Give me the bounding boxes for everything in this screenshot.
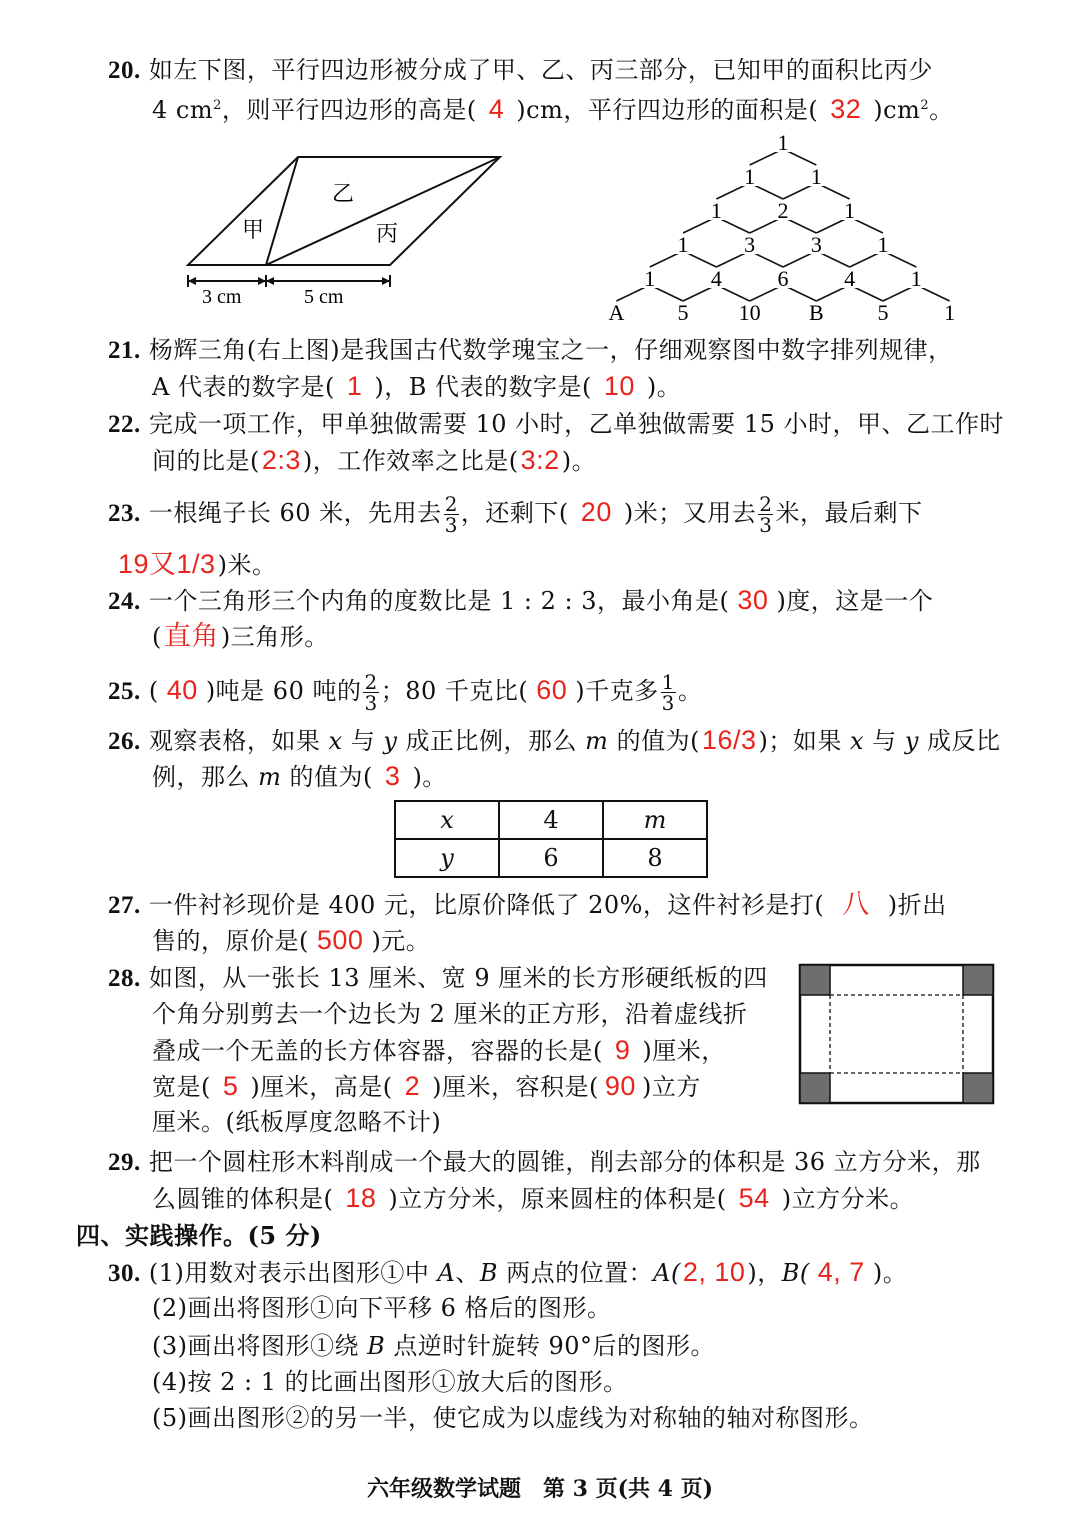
q22-line1: 22. 完成一项工作，甲单独做需要 10 小时，乙单独做需要 15 小时，甲、乙工作时 — [108, 410, 1004, 438]
q21-line1: 21. 杨辉三角(右上图)是我国古代数学瑰宝之一，仔细观察图中数字排列规律， — [108, 336, 953, 364]
triangle-number: A — [608, 300, 625, 325]
q23-line1: 23. 一根绳子长 60 米，先用去 $\frac{2}{3}$ ，还剩下( 20 )米；又用去 $\frac{2}{3}$ 米，最后剩下 — [108, 492, 923, 537]
answer-area: 32 — [830, 94, 862, 124]
answer-price: 500 — [316, 925, 364, 955]
triangle-number: 1 — [844, 198, 856, 223]
q21-line2: A 代表的数字是( 1 )，B 代表的数字是( 10 )。 — [152, 371, 682, 401]
label-yi: 乙 — [332, 181, 355, 206]
triangle-number: 1 — [644, 266, 656, 291]
answer-width: 5 — [222, 1071, 239, 1101]
q28-line2: 个角分别剪去一个边长为 2 厘米的正方形，沿着虚线折 — [152, 1000, 748, 1028]
answer-time-ratio: 2:3 — [261, 445, 301, 475]
section-title: 四、实践操作。(5 分) — [76, 1221, 322, 1250]
answer-point-b: 4, 7 — [817, 1257, 865, 1287]
answer-tons: 40 — [166, 675, 198, 705]
answer-point-a: 2, 10 — [682, 1257, 746, 1287]
q27-line1: 27. 一件衬衫现价是 400 元，比原价降低了 20%，这件衬衫是打( 八 )折出 — [108, 889, 947, 919]
dim-right: 5 cm — [304, 286, 344, 308]
q27-line2: 售的，原价是( 500 )元。 — [152, 925, 431, 955]
q30-part3: (3)画出将图形①绕 B 点逆时针旋转 90°后的图形。 — [152, 1332, 716, 1360]
answer-cylinder: 54 — [738, 1183, 770, 1213]
fraction: $\frac{2}{3}$ — [759, 492, 773, 537]
answer-length: 9 — [614, 1035, 631, 1065]
cardboard-figure — [798, 963, 998, 1108]
triangle-number: 2 — [777, 198, 789, 223]
page-footer: 六年级数学试题 第 3 页(共 4 页) — [366, 1476, 714, 1502]
triangle-number: 1 — [744, 164, 756, 189]
q28-line5: 厘米。(纸板厚度忽略不计) — [152, 1108, 442, 1136]
parallelogram-figure — [170, 145, 520, 315]
table-row: y 6 8 — [395, 839, 707, 877]
q24-line1: 24. 一个三角形三个内角的度数比是 1 : 2 : 3，最小角是( 30 )度，这是一个 — [108, 585, 934, 615]
fraction: $\frac{1}{3}$ — [661, 670, 675, 715]
answer-left: 20 — [580, 497, 612, 527]
q23-line2: 19又1/3)米。 — [118, 549, 277, 579]
dim-left: 3 cm — [202, 286, 242, 308]
answer-final: 19又1/3 — [118, 549, 216, 579]
q22-line2: 间的比是(2:3)，工作效率之比是(3:2)。 — [152, 445, 597, 475]
triangle-number: 1 — [677, 232, 689, 257]
xy-table — [394, 800, 708, 878]
fraction: $\frac{2}{3}$ — [364, 670, 378, 715]
q20-line2: 4 $cm^2$，则平行四边形的高是( 4 )cm，平行四边形的面积是( 32 )$cm^2$。 — [152, 94, 954, 124]
answer-cone: 18 — [345, 1183, 377, 1213]
label-bing: 丙 — [376, 221, 399, 246]
answer-kg: 60 — [536, 675, 568, 705]
triangle-number: 3 — [744, 232, 756, 257]
q20-line1: 20. 如左下图，平行四边形被分成了甲、乙、丙三部分，已知甲的面积比丙少 — [108, 56, 933, 84]
answer-triangle-type: 直角 — [163, 621, 219, 651]
answer-direct: 16/3 — [701, 725, 757, 755]
triangle-number: 3 — [810, 232, 822, 257]
q25-line: 25. ( 40 )吨是 60 吨的 $\frac{2}{3}$ ；80 千克比( 60 )千克多 $\frac{1}{3}$ 。 — [108, 670, 703, 715]
triangle-number: 5 — [677, 300, 689, 325]
q28-line3: 叠成一个无盖的长方体容器，容器的长是( 9 )厘米， — [152, 1035, 726, 1065]
answer-b: 10 — [603, 371, 635, 401]
q30-part1: 30. (1)用数对表示出图形①中 A、B 两点的位置：A(2, 10)，B( 4, 7 )。 — [108, 1257, 908, 1287]
answer-angle: 30 — [737, 585, 769, 615]
q30-part5: (5)画出图形②的另一半，使它成为以虚线为对称轴的轴对称图形。 — [152, 1404, 874, 1432]
triangle-number: 1 — [810, 164, 822, 189]
triangle-number: 1 — [710, 198, 722, 223]
triangle-number: 6 — [777, 266, 789, 291]
triangle-number: 10 — [738, 300, 761, 325]
triangle-number: B — [808, 300, 824, 325]
answer-discount: 八 — [842, 889, 870, 919]
answer-inverse: 3 — [384, 761, 401, 791]
q29-line1: 29. 把一个圆柱形木料削成一个最大的圆锥，削去部分的体积是 36 立方分米，那 — [108, 1148, 981, 1176]
triangle-number: 4 — [710, 266, 722, 291]
triangle-number: 1 — [877, 232, 889, 257]
table-row: x 4 m — [395, 801, 707, 839]
label-jia: 甲 — [242, 217, 265, 242]
q28-line1: 28. 如图，从一张长 13 厘米、宽 9 厘米的长方形硬纸板的四 — [108, 964, 768, 992]
triangle-number: 1 — [944, 300, 956, 325]
triangle-number: 1 — [777, 130, 789, 155]
q29-line2: 么圆锥的体积是( 18 )立方分米，原来圆柱的体积是( 54 )立方分米。 — [152, 1183, 915, 1213]
answer-height: 4 — [488, 94, 505, 124]
yanghui-triangle — [590, 125, 990, 335]
q30-part2: (2)画出将图形①向下平移 6 格后的图形。 — [152, 1294, 612, 1322]
q28-line4: 宽是( 5 )厘米，高是( 2 )厘米，容积是( 90 )立方 — [152, 1071, 701, 1101]
answer-a: 1 — [346, 371, 363, 401]
triangle-number: 1 — [910, 266, 922, 291]
triangle-number: 4 — [844, 266, 856, 291]
answer-eff-ratio: 3:2 — [520, 445, 560, 475]
q26-line2: 例，那么 m 的值为( 3 )。 — [152, 761, 447, 791]
triangle-number: 5 — [877, 300, 889, 325]
answer-volume: 90 — [604, 1071, 636, 1101]
answer-height: 2 — [404, 1071, 421, 1101]
q30-part4: (4)按 2 : 1 的比画出图形①放大后的图形。 — [152, 1368, 628, 1396]
q26-line1: 26. 观察表格，如果 x 与 y 成正比例，那么 m 的值为(16/3)；如果 x 与 y 成反比 — [108, 725, 1001, 755]
fraction: $\frac{2}{3}$ — [444, 492, 458, 537]
q24-line2: (直角)三角形。 — [152, 621, 329, 651]
